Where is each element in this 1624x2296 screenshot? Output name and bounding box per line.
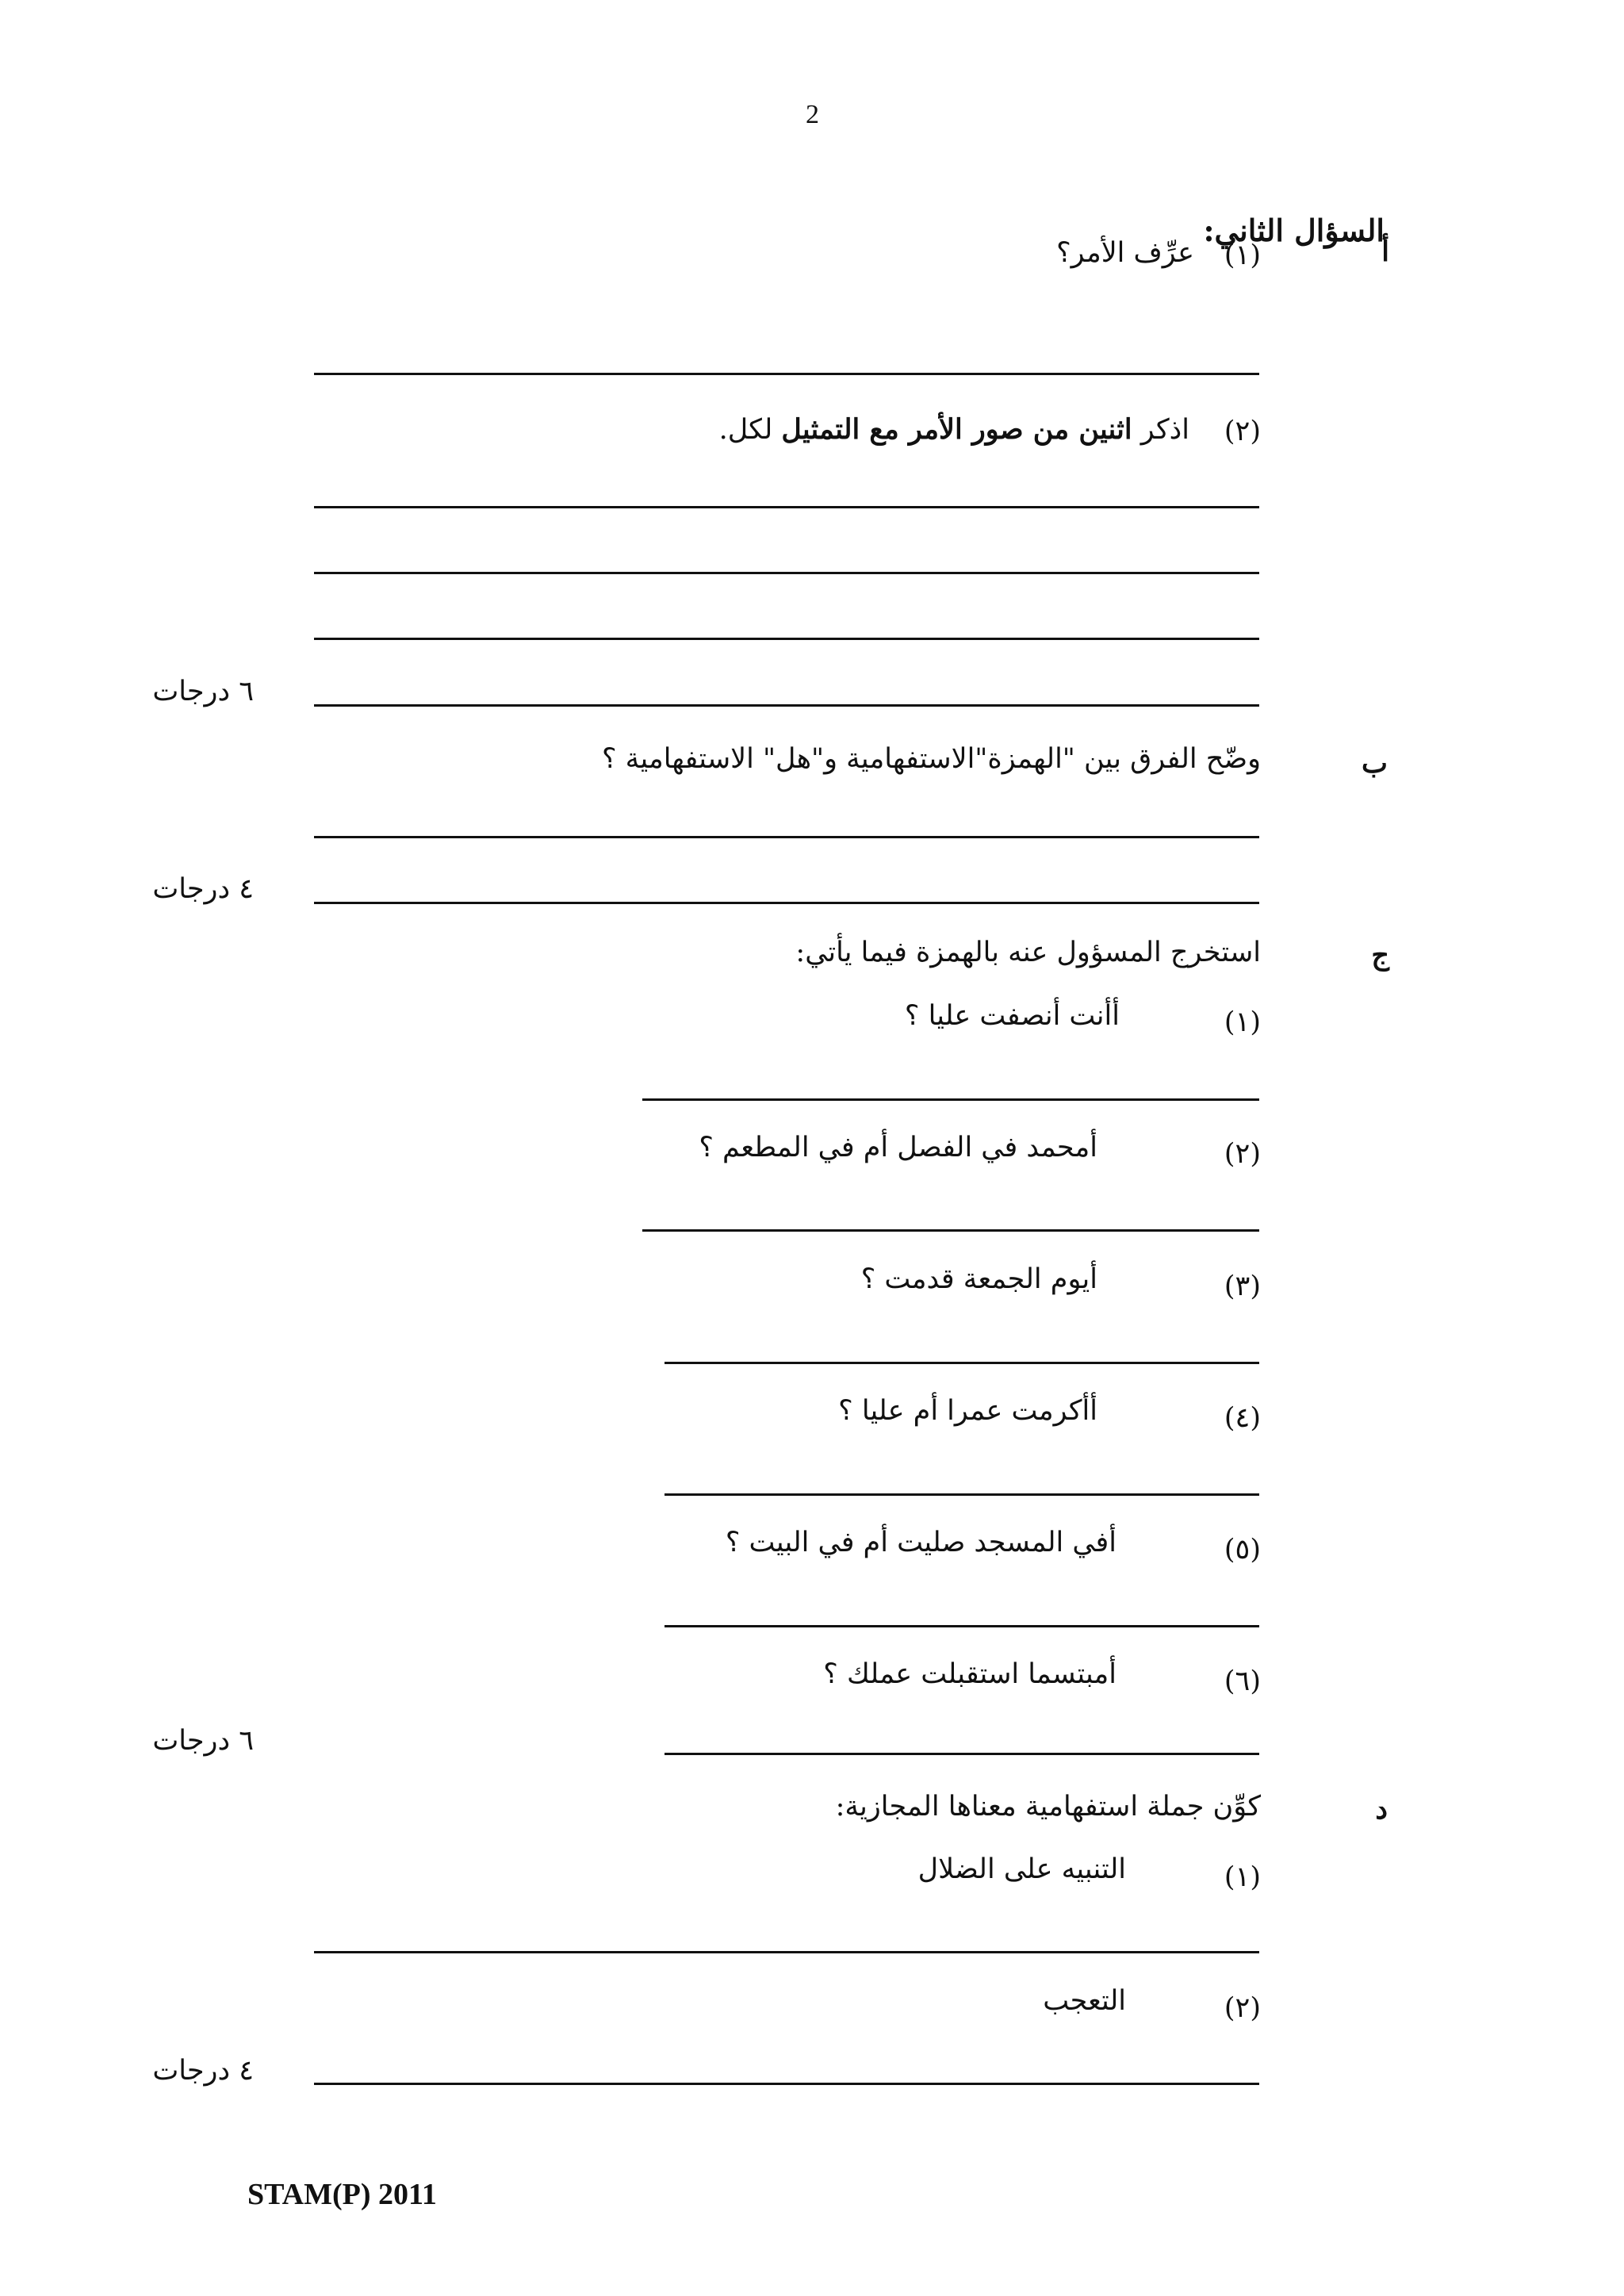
answer-line (642, 1229, 1259, 1232)
answer-line (314, 2083, 1259, 2085)
section-c-item-4-number: (٤) (1224, 1402, 1261, 1434)
answer-line (665, 1753, 1259, 1755)
section-c-item-6-text: أمبتسما استقبلت عملك ؟ (823, 1658, 1116, 1690)
section-a-q2-bold-text: اثنين من صور الأمر مع التمثيل (781, 413, 1132, 446)
section-c-item-4-text: أأكرمت عمرا أم عليا ؟ (838, 1395, 1097, 1427)
footer-exam-code: STAM(P) 2011 (247, 2178, 437, 2211)
section-c-item-3-text: أيوم الجمعة قدمت ؟ (860, 1263, 1097, 1295)
page-number: 2 (806, 100, 819, 129)
answer-line (665, 1625, 1259, 1627)
section-c-item-5-number: (٥) (1224, 1534, 1261, 1566)
section-a-q2-number: (٢) (1224, 416, 1261, 447)
section-a-q2-prefix: اذكر (1132, 414, 1189, 446)
section-d-marks: ٤ درجات (152, 2055, 254, 2087)
answer-line (314, 1951, 1259, 1953)
answer-line (314, 704, 1259, 707)
section-d-item-2-text: التعجب (1043, 1985, 1126, 2017)
section-b-text: وضّح الفرق بين "الهمزة"الاستفهامية و"هل" الاستفهامية ؟ (601, 743, 1261, 775)
section-d-letter: د (1375, 1793, 1388, 1826)
answer-line (314, 572, 1259, 574)
section-a-marks: ٦ درجات (152, 676, 254, 707)
section-b-marks: ٤ درجات (152, 873, 254, 905)
section-a-q2-suffix: لكل. (718, 414, 782, 446)
section-a-letter: أ (1381, 236, 1389, 268)
section-c-item-1-text: أأنت أنصفت عليا ؟ (904, 1000, 1120, 1032)
section-d-item-1-text: التنبيه على الضلال (917, 1853, 1126, 1885)
section-c-item-2-text: أمحمد في الفصل أم في المطعم ؟ (699, 1132, 1097, 1163)
section-c-item-3-number: (٣) (1224, 1271, 1261, 1302)
section-c-item-5-text: أفي المسجد صليت أم في البيت ؟ (725, 1527, 1116, 1558)
section-c-marks: ٦ درجات (152, 1725, 254, 1757)
section-c-item-1-number: (١) (1224, 1006, 1261, 1038)
answer-line (665, 1493, 1259, 1496)
answer-line (314, 638, 1259, 640)
answer-line (314, 373, 1259, 375)
section-d-instruction: كوِّن جملة استفهامية معناها المجازية: (835, 1791, 1261, 1823)
answer-line (665, 1362, 1259, 1364)
section-d-item-1-number: (١) (1224, 1861, 1261, 1893)
section-c-instruction: استخرج المسؤول عنه بالهمزة فيما يأتي: (795, 937, 1261, 968)
answer-line (642, 1098, 1259, 1101)
section-c-item-6-number: (٦) (1224, 1665, 1261, 1697)
section-c-letter: ج (1371, 939, 1389, 972)
section-a-q2-text (718, 413, 1189, 446)
section-d-item-2-number: (٢) (1224, 1992, 1261, 2024)
section-c-item-2-number: (٢) (1224, 1138, 1261, 1170)
section-a-q1-text: عرِّف الأمر؟ (1056, 237, 1194, 269)
section-b-letter: ب (1362, 747, 1388, 780)
answer-line (314, 902, 1259, 904)
answer-line (314, 836, 1259, 838)
answer-line (314, 506, 1259, 508)
question-title: السؤال الثاني: (1203, 213, 1385, 248)
section-a-q1-number: (١) (1224, 240, 1261, 271)
